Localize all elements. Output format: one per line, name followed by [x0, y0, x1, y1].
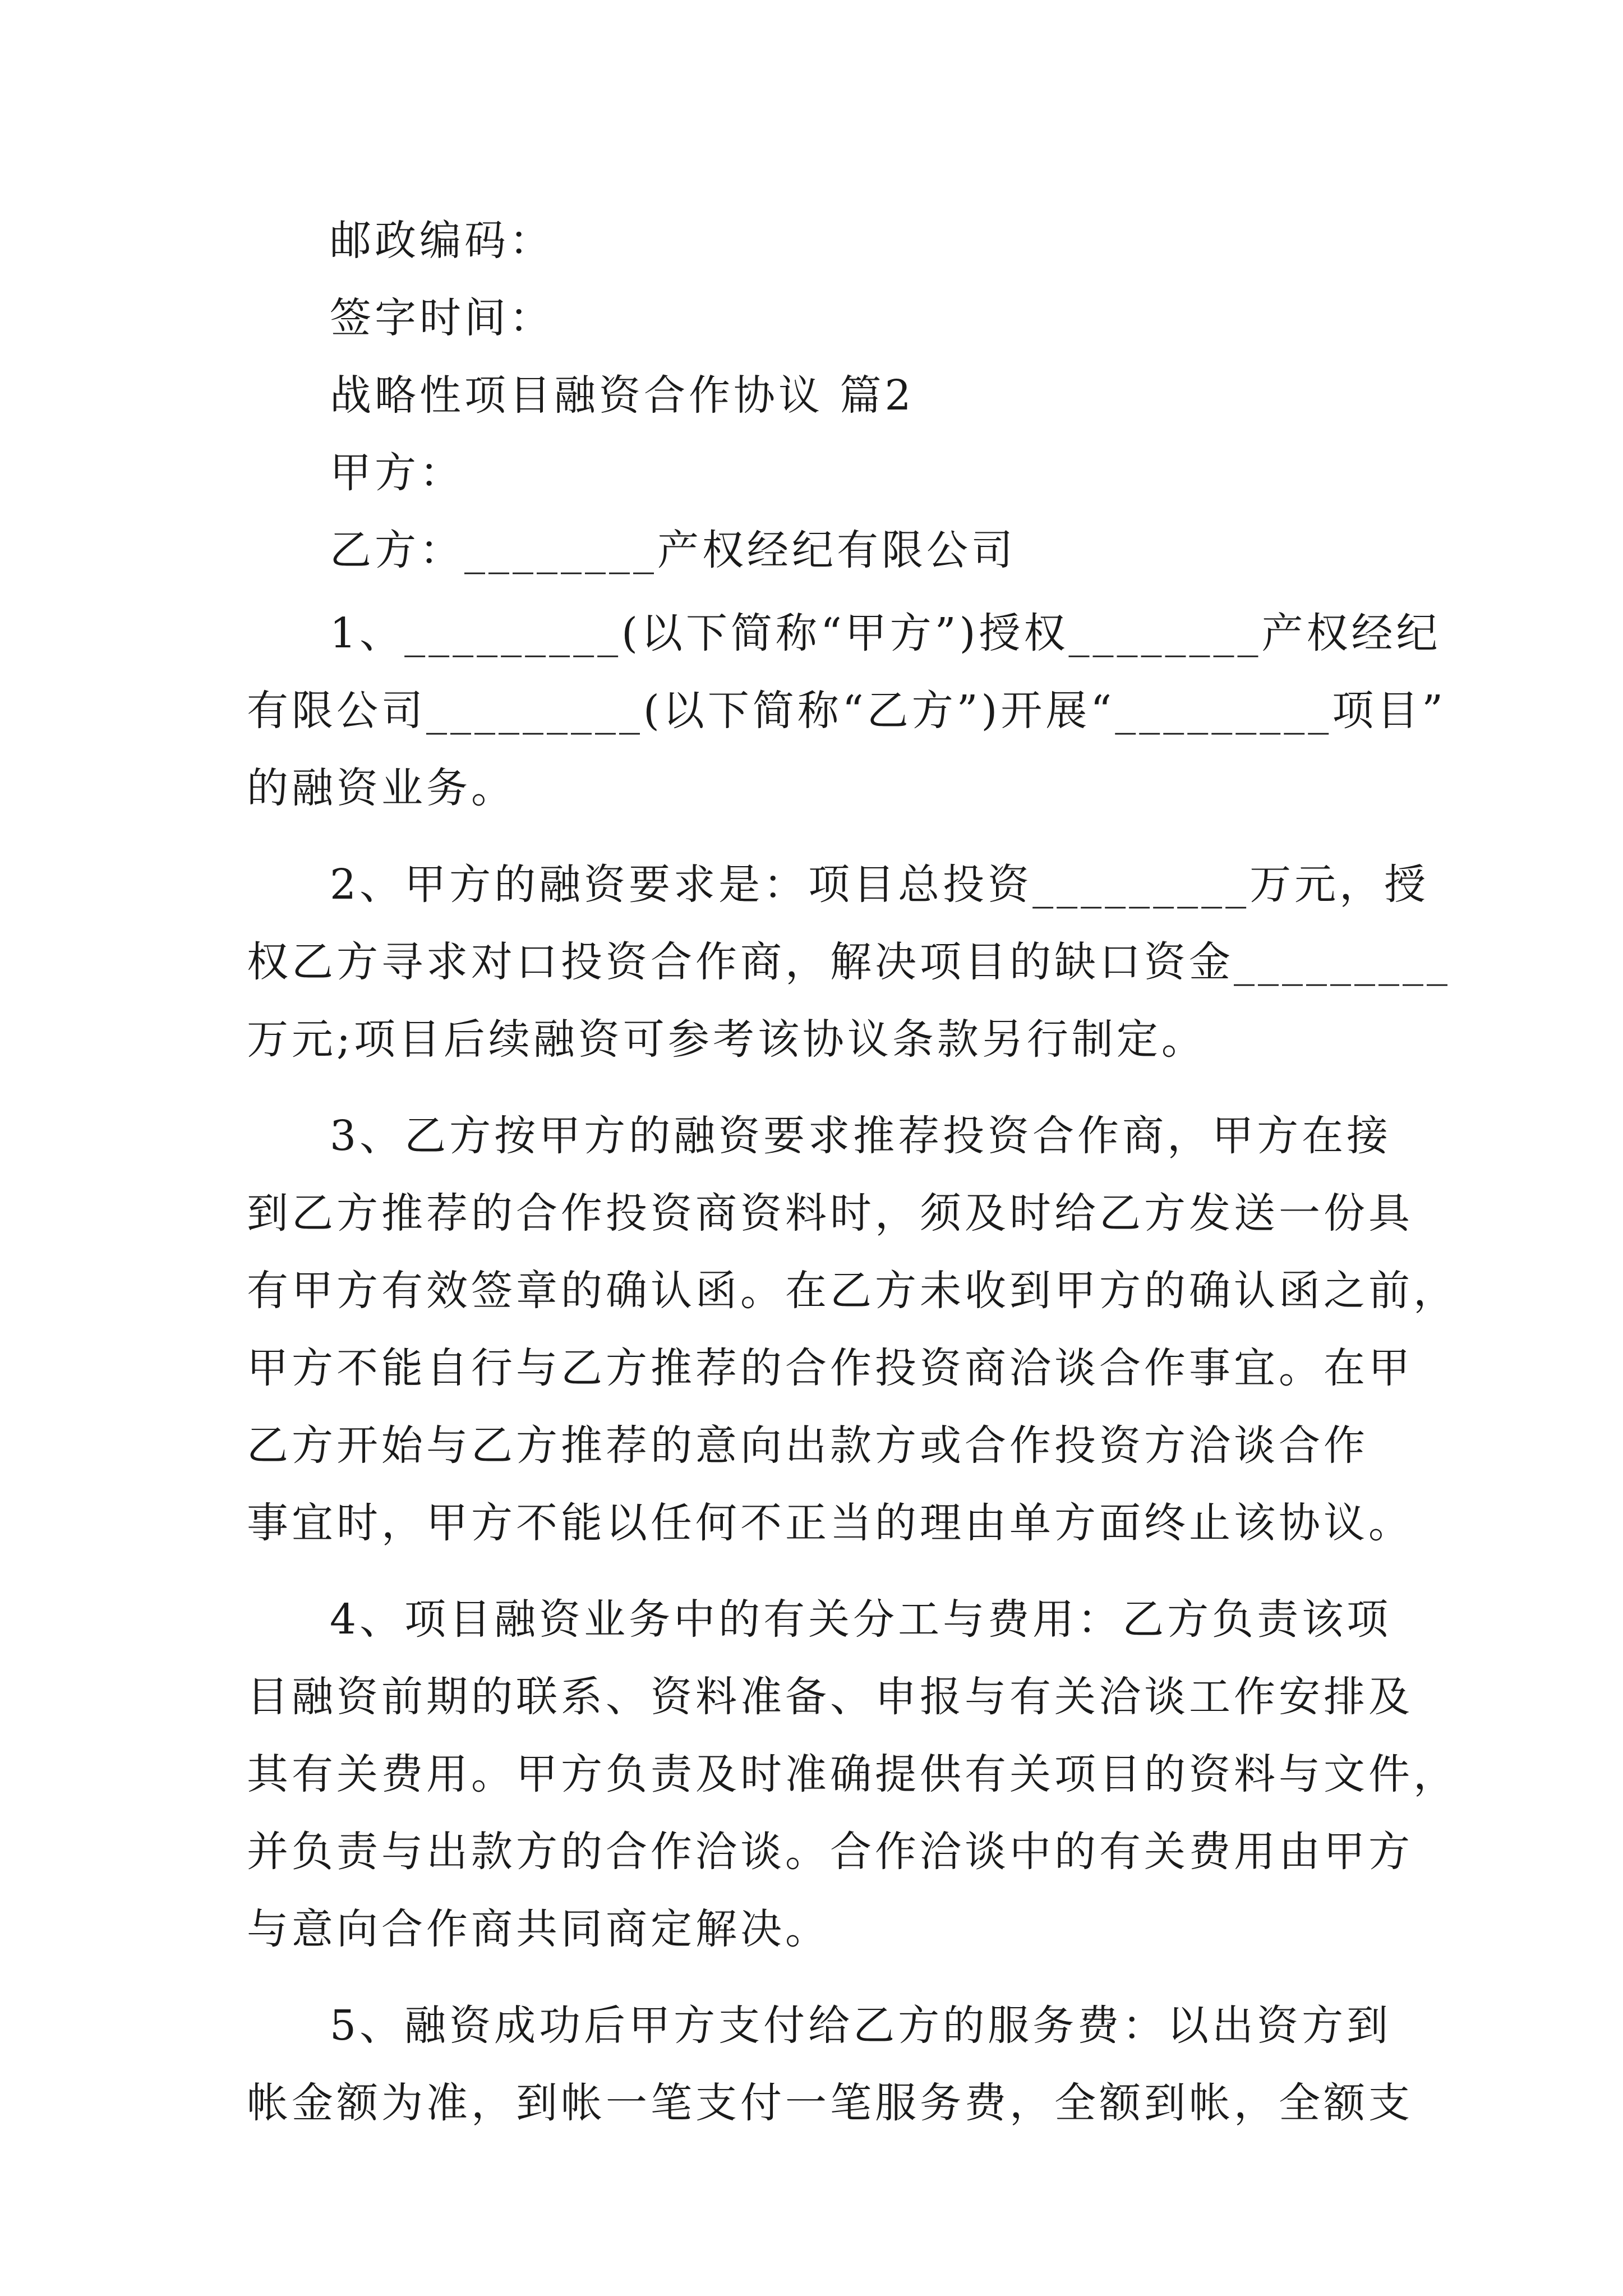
- clause-5: [247, 1987, 1413, 2142]
- sign-time-line: 签字时间：: [330, 294, 554, 342]
- clause-line: 2、甲方的融资要求是：项目总投资_________万元，授: [330, 861, 1430, 909]
- clause-line: 帐金额为准，到帐一笔支付一笔服务费，全额到帐，全额支: [247, 2079, 1413, 2127]
- clause-line: 与意向合作商共同商定解决。: [247, 1905, 830, 1953]
- clause-line: 到乙方推荐的合作投资商资料时，须及时给乙方发送一份具: [247, 1189, 1413, 1237]
- clause-line: 万元;项目后续融资可参考该协议条款另行制定。: [247, 1015, 1206, 1064]
- clause-line: 1、_________(以下简称“甲方”)授权________产权经纪: [330, 609, 1441, 657]
- party-a-line: 甲方：: [330, 449, 464, 497]
- clause-line: 的融资业务。: [247, 764, 516, 812]
- clause-line: 权乙方寻求对口投资合作商，解决项目的缺口资金_________: [247, 938, 1451, 986]
- clause-line: 5、融资成功后甲方支付给乙方的服务费：以出资方到: [330, 2001, 1392, 2050]
- clause-line: 乙方开始与乙方推荐的意向出款方或合作投资方洽谈合作: [247, 1421, 1368, 1470]
- agreement-title: 战略性项目融资合作协议 篇2: [330, 371, 915, 420]
- clause-line: 并负责与出款方的合作洽谈。合作洽谈中的有关费用由甲方: [247, 1828, 1413, 1876]
- document-body: [247, 202, 1458, 2161]
- clause-2: [247, 846, 1451, 1078]
- postal-code-line: 邮政编码：: [330, 217, 554, 265]
- clause-line: 4、项目融资业务中的有关分工与费用：乙方负责该项: [330, 1595, 1392, 1644]
- clause-line: 事宜时，甲方不能以任何不正当的理由单方面终止该协议。: [247, 1499, 1413, 1547]
- clause-4: [247, 1581, 1458, 1968]
- clause-line: 有限公司_________(以下简称“乙方”)开展“_________项目”: [247, 687, 1447, 735]
- clause-line: 甲方不能自行与乙方推荐的合作投资商洽谈合作事宜。在甲: [247, 1344, 1413, 1392]
- clause-line: 目融资前期的联系、资料准备、申报与有关洽谈工作安排及: [247, 1673, 1413, 1721]
- clause-1: [247, 595, 1447, 827]
- clause-line: 有甲方有效签章的确认函。在乙方未收到甲方的确认函之前，: [247, 1267, 1458, 1315]
- clause-3: [247, 1097, 1458, 1562]
- clause-line: 其有关费用。甲方负责及时准确提供有关项目的资料与文件，: [247, 1750, 1458, 1798]
- clause-line: 3、乙方按甲方的融资要求推荐投资合作商，甲方在接: [330, 1112, 1392, 1160]
- party-b-line: 乙方：________产权经纪有限公司: [330, 526, 1016, 574]
